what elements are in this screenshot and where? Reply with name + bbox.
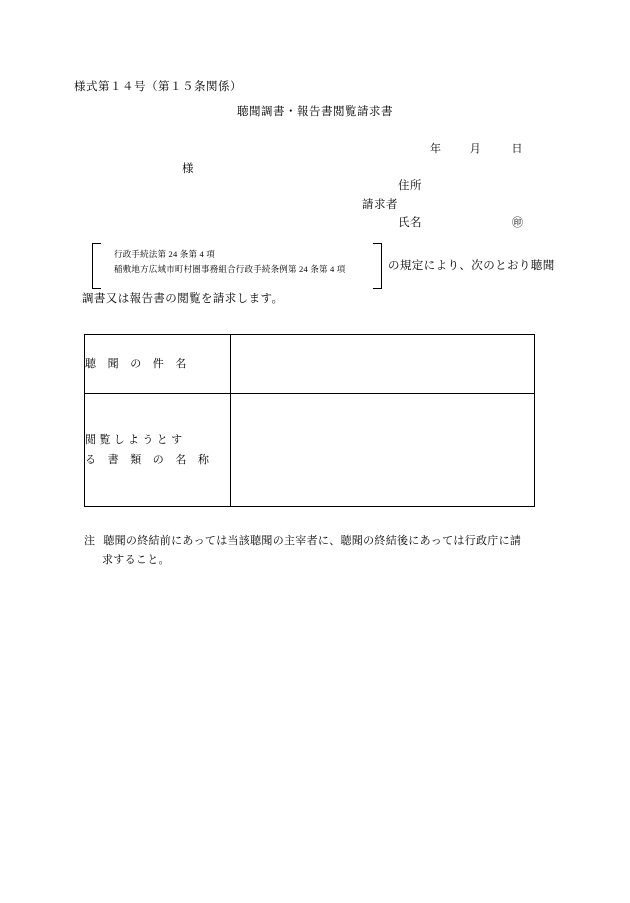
bracket-left-icon bbox=[92, 243, 101, 289]
form-number: 様式第１４号（第１５条関係） bbox=[74, 81, 242, 93]
table-row-label-documents: 閲 覧 し よ う と す る 書 類 の 名 称 bbox=[85, 394, 231, 507]
requester-label: 請求者 bbox=[362, 199, 398, 211]
bracket-right-icon bbox=[373, 243, 382, 289]
table-row-value-documents[interactable] bbox=[231, 394, 535, 507]
footnote bbox=[84, 532, 554, 569]
legal-basis-block bbox=[92, 243, 562, 289]
table-row bbox=[85, 394, 535, 507]
table-row bbox=[85, 335, 535, 394]
legal-basis-option-1: 行政手続法第 24 条第 4 項 bbox=[114, 249, 215, 259]
table-row-label-subject: 聴 聞 の 件 名 bbox=[85, 335, 231, 394]
footnote-marker: 注 bbox=[84, 535, 96, 547]
footnote-line-2: 求すること。 bbox=[102, 553, 170, 566]
date-year-label: 年 bbox=[430, 143, 441, 155]
seal-icon: ㊞ bbox=[512, 217, 523, 229]
legal-basis-option-2: 稲敷地方広域市町村圏事務組合行政手続条例第 24 条第 4 項 bbox=[114, 263, 346, 274]
request-table bbox=[84, 334, 535, 507]
request-sentence-continuation: 調書又は報告書の閲覧を請求します。 bbox=[82, 293, 284, 305]
legal-basis-options bbox=[114, 247, 345, 277]
footnote-line-1: 聴聞の終結前にあっては当該聴聞の主宰者に、聴聞の終結後にあっては行政庁に請 bbox=[103, 535, 522, 547]
page-title: 聴聞調書・報告書閲覧請求書 bbox=[237, 106, 393, 118]
addressee-suffix: 様 bbox=[182, 163, 194, 175]
date-day-label: 日 bbox=[511, 143, 523, 155]
date-line bbox=[430, 140, 523, 156]
date-month-label: 月 bbox=[469, 143, 481, 155]
legal-basis-tail-text: の規定により、次のとおり聴聞 bbox=[388, 260, 555, 272]
requester-name-label: 氏名 bbox=[398, 217, 422, 229]
table-row-value-subject[interactable] bbox=[231, 335, 535, 394]
requester-address-label: 住所 bbox=[398, 180, 422, 192]
